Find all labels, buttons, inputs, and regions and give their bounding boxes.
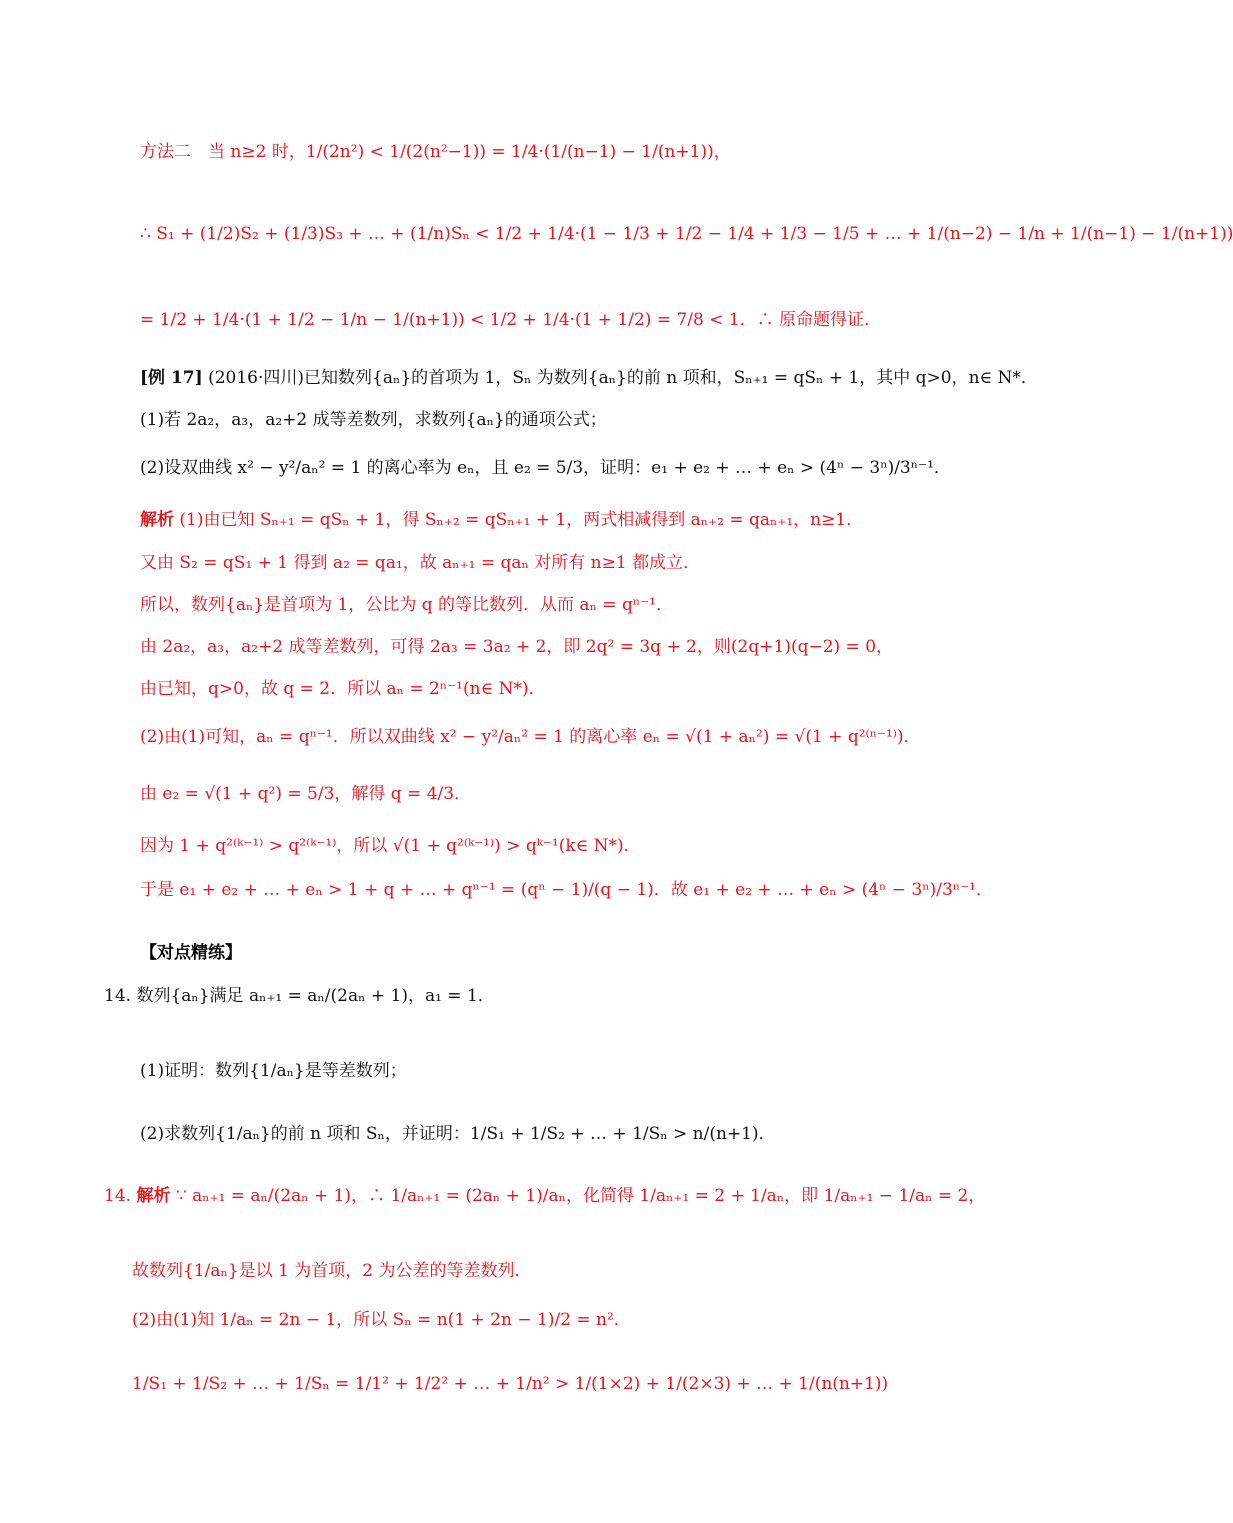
answer14-number: 14.: [104, 1186, 132, 1206]
solution-line-2: 又由 S₂ = qS₁ + 1 得到 a₂ = qa₁，故 aₙ₊₁ = qaₙ 对所有 n≥1 都成立．: [140, 553, 701, 573]
answer14-label: 解析: [136, 1186, 171, 1206]
problem14-question1: (1)证明：数列{1/aₙ}是等差数列；: [140, 1061, 407, 1081]
answer14-text-1: ∵ aₙ₊₁ = aₙ/(2aₙ + 1)，∴ 1/aₙ₊₁ = (2aₙ + 1)/aₙ，化简得 1/aₙ₊₁ = 2 + 1/aₙ，即 1/aₙ₊₁ − 1/aₙ = 2，: [175, 1186, 986, 1206]
method2-sum: ∴ S₁ + (1/2)S₂ + (1/3)S₃ + … + (1/n)Sₙ < 1/2 + 1/4·(1 − 1/3 + 1/2 − 1/4 + 1/3 − 1/5 + … + 1/(n−2) − 1/n + 1/(n−1) − 1/(n+1)): [140, 224, 1233, 244]
solution-line-4: 由 2a₂，a₃，a₂+2 成等差数列，可得 2a₃ = 3a₂ + 2，即 2q² = 3q + 2，则(2q+1)(q−2) = 0，: [140, 637, 894, 657]
solution-line-7: 由 e₂ = √(1 + q²) = 5/3，解得 q = 4/3．: [140, 784, 472, 804]
answer14-line-4: 1/S₁ + 1/S₂ + … + 1/Sₙ = 1/1² + 1/2² + … + 1/n² > 1/(1×2) + 1/(2×3) + … + 1/(n(n+1)): [132, 1374, 889, 1394]
answer14-line-2: 故数列{1/aₙ}是以 1 为首项，2 为公差的等差数列．: [132, 1261, 532, 1281]
solution-line-6: (2)由(1)可知，aₙ = qⁿ⁻¹．所以双曲线 x² − y²/aₙ² = 1 的离心率 eₙ = √(1 + aₙ²) = √(1 + q²⁽ⁿ⁻¹⁾)．: [140, 727, 921, 747]
solution-line-9: 于是 e₁ + e₂ + … + eₙ > 1 + q + … + qⁿ⁻¹ = (qⁿ − 1)/(q − 1)．故 e₁ + e₂ + … + eₙ > (4ⁿ − 3ⁿ)/3ⁿ⁻¹．: [140, 880, 993, 900]
example17-question1: (1)若 2a₂，a₃，a₂+2 成等差数列，求数列{aₙ}的通项公式；: [140, 410, 607, 430]
solution-line-3: 所以，数列{aₙ}是首项为 1，公比为 q 的等比数列．从而 aₙ = qⁿ⁻¹．: [140, 595, 674, 615]
example17-statement: [140, 366, 1038, 390]
solution-line-1: [140, 508, 863, 532]
answer14-line-1: [104, 1184, 985, 1208]
practice-heading: 【对点精练】: [140, 943, 242, 963]
example17-question2: (2)设双曲线 x² − y²/aₙ² = 1 的离心率为 eₙ，且 e₂ = 5/3，证明：e₁ + e₂ + … + eₙ > (4ⁿ − 3ⁿ)/3ⁿ⁻¹．: [140, 458, 951, 478]
example17-text: (2016·四川)已知数列{aₙ}的首项为 1，Sₙ 为数列{aₙ}的前 n 项和，Sₙ₊₁ = qSₙ + 1，其中 q>0，n∈ N*．: [208, 368, 1038, 388]
answer14-line-3: (2)由(1)知 1/aₙ = 2n − 1，所以 Sₙ = n(1 + 2n − 1)/2 = n²．: [132, 1310, 631, 1330]
solution-text-1: (1)由已知 Sₙ₊₁ = qSₙ + 1，得 Sₙ₊₂ = qSₙ₊₁ + 1，两式相减得到 aₙ₊₂ = qaₙ₊₁，n≥1．: [179, 510, 864, 530]
example17-label: [例 17]: [140, 368, 203, 388]
solution-line-5: 由已知，q>0，故 q = 2．所以 aₙ = 2ⁿ⁻¹(n∈ N*)．: [140, 679, 546, 699]
method2-result: = 1/2 + 1/4·(1 + 1/2 − 1/n − 1/(n+1)) < 1/2 + 1/4·(1 + 1/2) = 7/8 < 1．∴ 原命题得证．: [140, 310, 882, 330]
solution-line-8: 因为 1 + q²⁽ᵏ⁻¹⁾ > q²⁽ᵏ⁻¹⁾，所以 √(1 + q²⁽ᵏ⁻¹⁾) > qᵏ⁻¹(k∈ N*)．: [140, 836, 641, 856]
problem14-statement: 14. 数列{aₙ}满足 aₙ₊₁ = aₙ/(2aₙ + 1)，a₁ = 1．: [104, 986, 495, 1006]
problem14-question2: (2)求数列{1/aₙ}的前 n 项和 Sₙ，并证明：1/S₁ + 1/S₂ + … + 1/Sₙ > n/(n+1)．: [140, 1124, 776, 1144]
solution-label: 解析: [140, 510, 174, 530]
method2-intro: 方法二 当 n≥2 时，1/(2n²) < 1/(2(n²−1)) = 1/4·(1/(n−1) − 1/(n+1))，: [140, 142, 731, 162]
